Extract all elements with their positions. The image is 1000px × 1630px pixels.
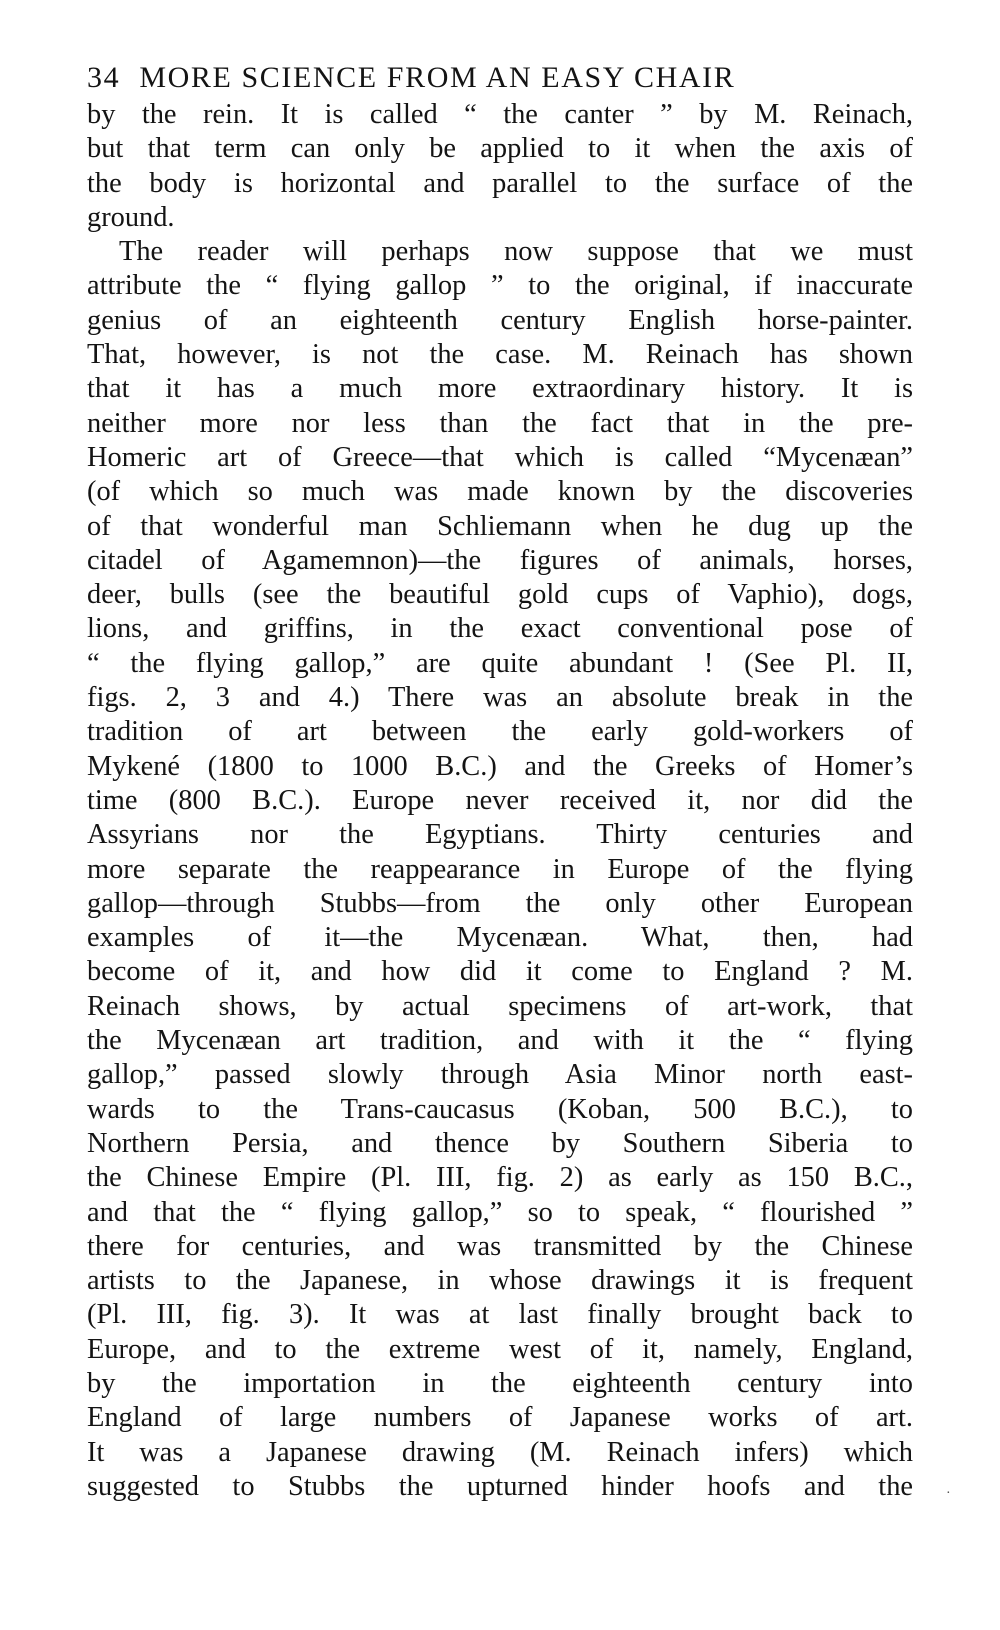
text-line: that it has a much more extraordinary history. It is (87, 373, 913, 405)
text-line: It was a Japanese drawing (M. Reinach infers) which (87, 1436, 913, 1468)
text-line: time (800 B.C.). Europe never received it, nor did the (87, 784, 913, 816)
text-line: Homeric art of Greece—that which is called “Mycenæan” (87, 441, 913, 473)
running-header (87, 60, 913, 98)
text-line: lions, and griffins, in the exact conventional pose of (87, 613, 913, 645)
text-line: the body is horizontal and parallel to the surface of the (87, 167, 913, 199)
text-line: by the rein. It is called “ the canter ” by M. Reinach, (87, 99, 913, 130)
text-line: and that the “ flying gallop,” so to speak, “ flourished ” (87, 1196, 913, 1228)
text-line: England of large numbers of Japanese works of art. (87, 1402, 913, 1434)
text-line: citadel of Agamemnon)—the figures of animals, horses, (87, 544, 913, 576)
text-line: artists to the Japanese, in whose drawings it is frequent (87, 1265, 913, 1297)
text-line: That, however, is not the case. M. Reinach has shown (87, 339, 913, 371)
text-line: of that wonderful man Schliemann when he dug up the (87, 510, 913, 542)
text-line: become of it, and how did it come to England ? M. (87, 956, 913, 988)
text-line: deer, bulls (see the beautiful gold cups of Vaphio), dogs, (87, 579, 913, 611)
text-line: Mykené (1800 to 1000 B.C.) and the Greeks of Homer’s (87, 750, 913, 782)
book-page (87, 60, 913, 1504)
text-line: but that term can only be applied to it when the axis of (87, 133, 913, 165)
text-line: suggested to Stubbs the upturned hinder hoofs and the (87, 1470, 913, 1502)
text-line: figs. 2, 3 and 4.) There was an absolute break in the (87, 682, 913, 714)
page-number: 34 (87, 61, 121, 94)
text-line: the Mycenæan art tradition, and with it the “ flying (87, 1025, 913, 1057)
text-line: gallop—through Stubbs—from the only other European (87, 887, 913, 919)
text-line: there for centuries, and was transmitted by the Chinese (87, 1230, 913, 1262)
text-line: wards to the Trans-caucasus (Koban, 500 B.C.), to (87, 1093, 913, 1125)
text-line: examples of it—the Mycenæan. What, then, had (87, 922, 913, 954)
text-line: attribute the “ flying gallop ” to the original, if inaccurate (87, 270, 913, 302)
body-text (87, 98, 913, 1504)
text-line: neither more nor less than the fact that in the pre- (87, 407, 913, 439)
text-line: “ the flying gallop,” are quite abundant ! (See Pl. II, (87, 647, 913, 679)
text-line: Europe, and to the extreme west of it, namely, England, (87, 1333, 913, 1365)
text-line: genius of an eighteenth century English horse-painter. (87, 304, 913, 336)
text-line: (Pl. III, fig. 3). It was at last finally brought back to (87, 1299, 913, 1331)
text-line: the Chinese Empire (Pl. III, fig. 2) as early as 150 B.C., (87, 1162, 913, 1194)
text-line: more separate the reappearance in Europe of the flying (87, 853, 913, 885)
text-line: (of which so much was made known by the discoveries (87, 476, 913, 508)
text-line: Reinach shows, by actual specimens of art-work, that (87, 990, 913, 1022)
running-title: MORE SCIENCE FROM AN EASY CHAIR (139, 61, 736, 94)
text-line: Northern Persia, and thence by Southern Siberia to (87, 1127, 913, 1159)
text-line: The reader will perhaps now suppose that we must (119, 236, 913, 268)
text-line: by the importation in the eighteenth century into (87, 1367, 913, 1399)
text-line: tradition of art between the early gold-workers of (87, 716, 913, 748)
text-line: Assyrians nor the Egyptians. Thirty centuries and (87, 819, 913, 851)
margin-dot: · (946, 1486, 951, 1501)
text-line: ground. (87, 201, 175, 233)
text-line: gallop,” passed slowly through Asia Minor north east- (87, 1059, 913, 1091)
